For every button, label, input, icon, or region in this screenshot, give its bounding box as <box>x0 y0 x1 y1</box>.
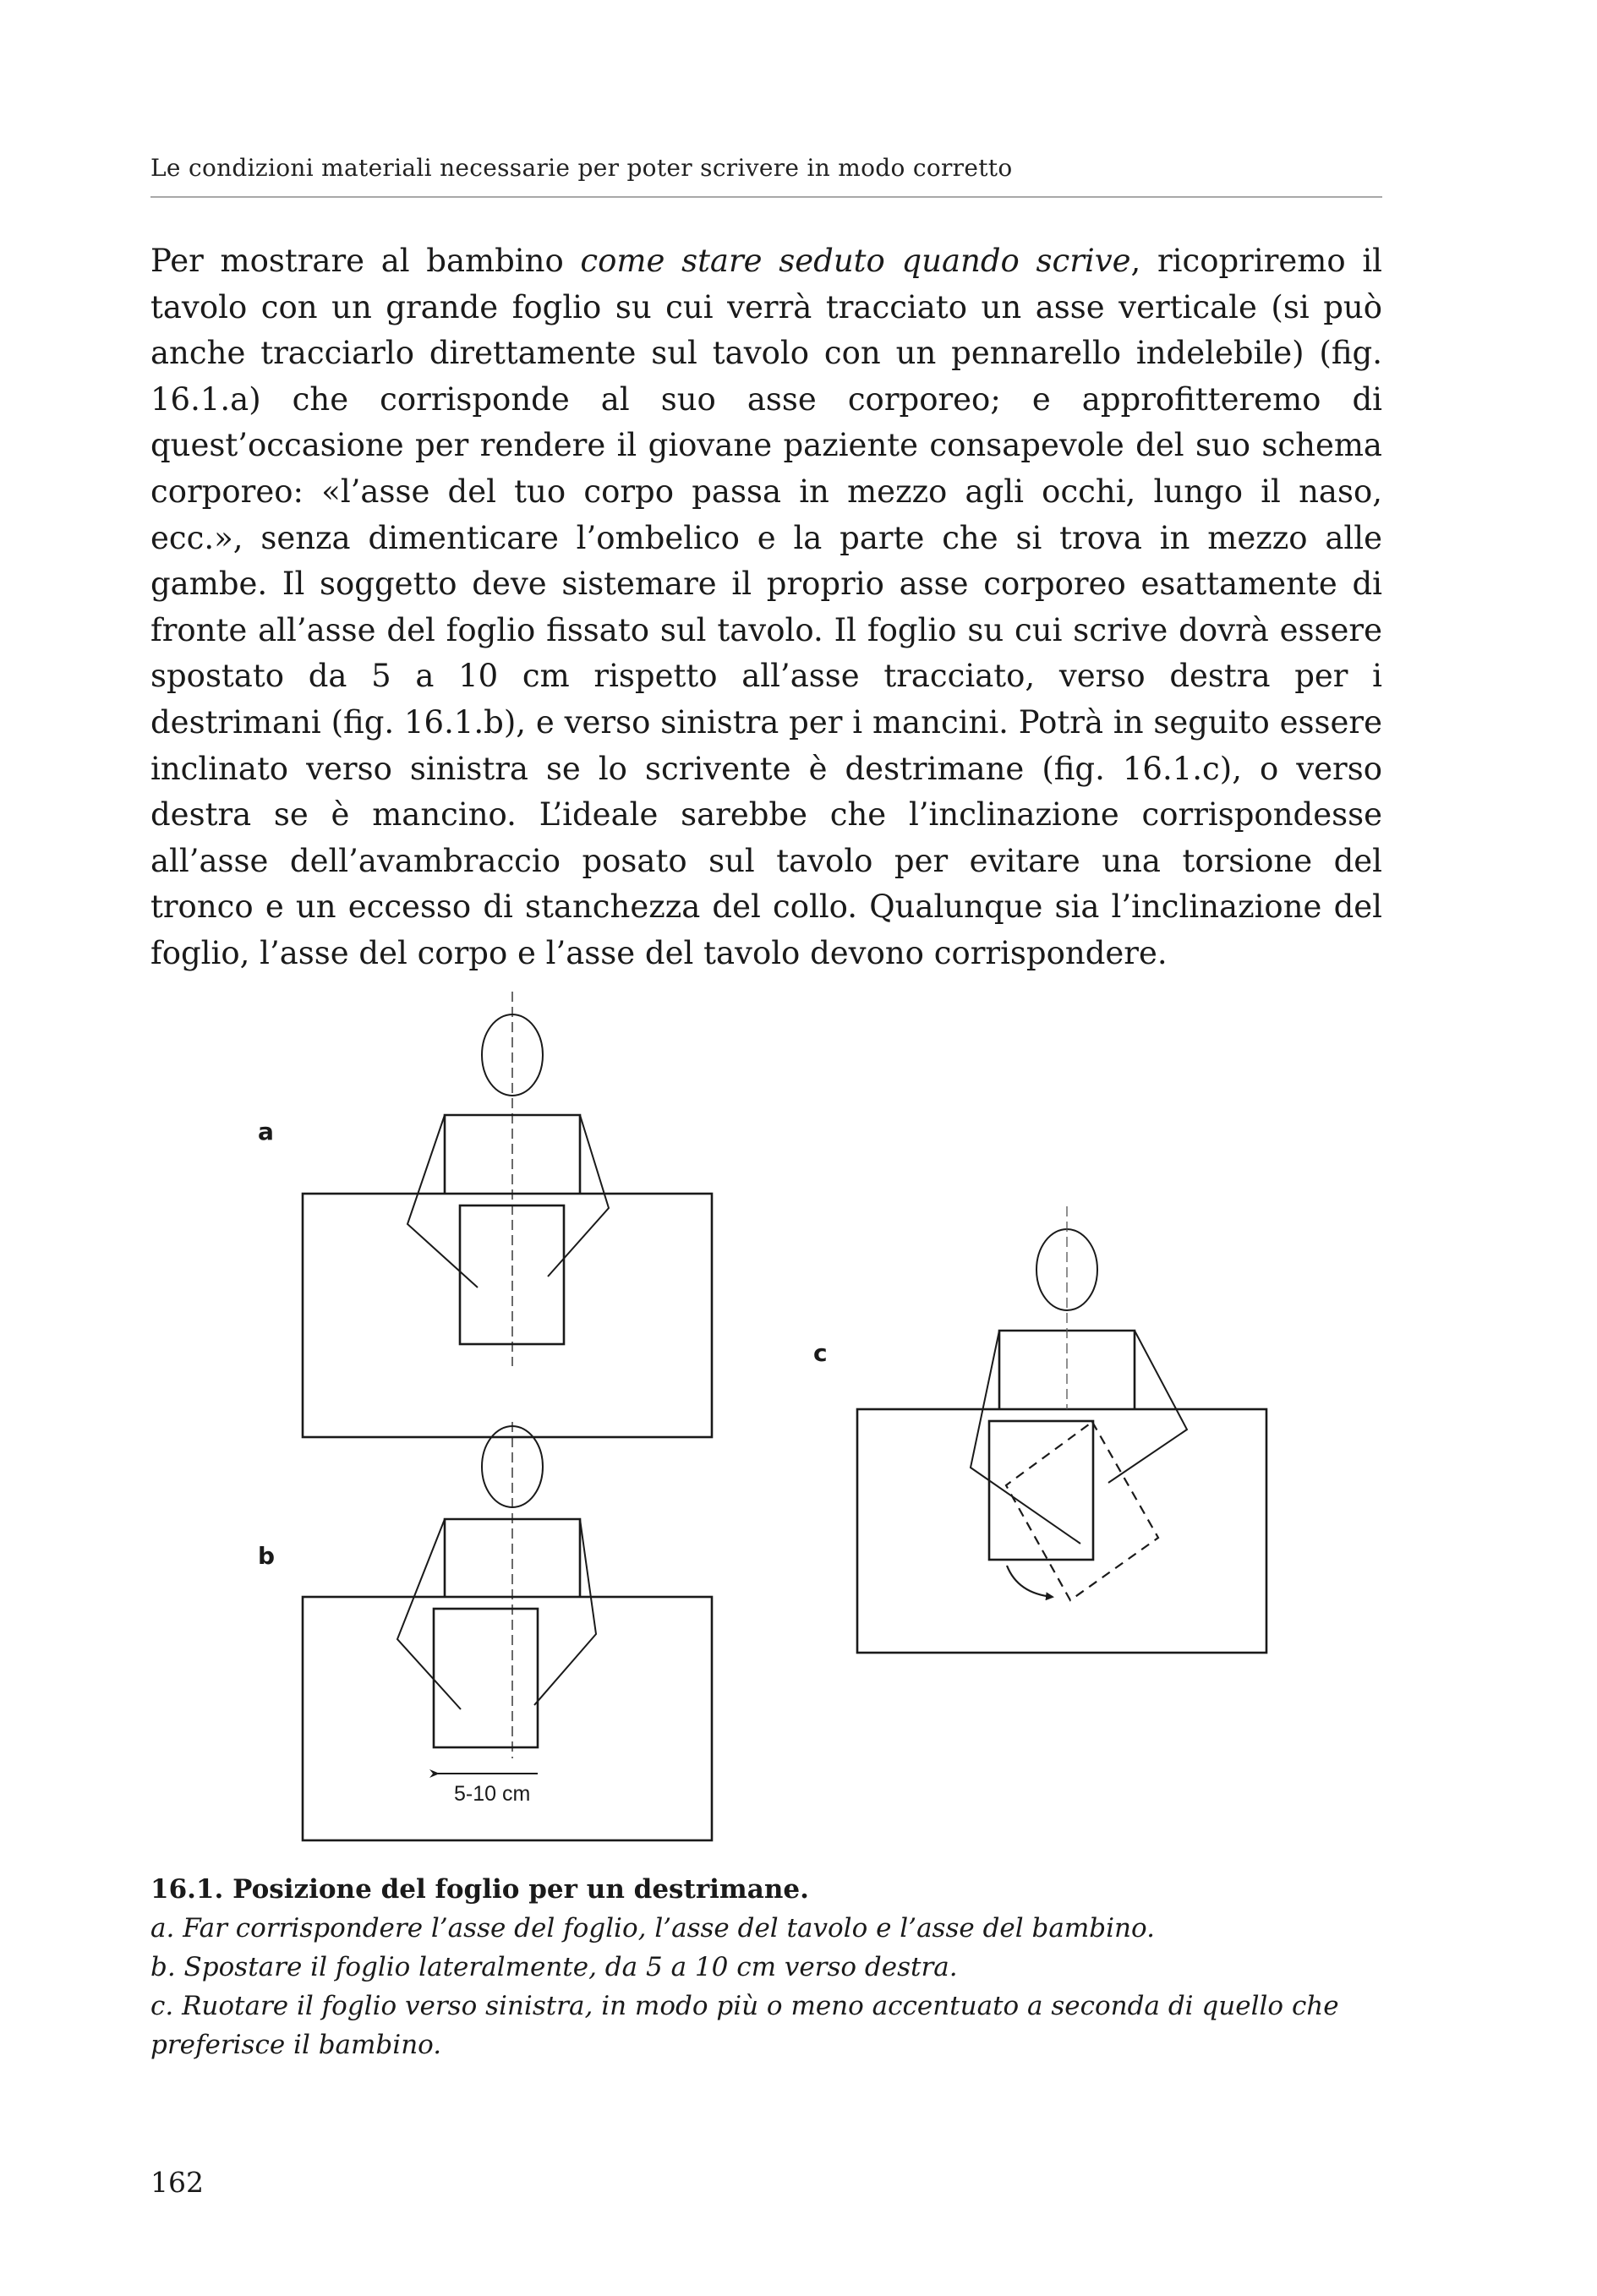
caption-item-b: b. Spostare il foglio lateralmente, da 5 a 10 cm verso destra. <box>150 1952 958 1982</box>
table-b <box>303 1597 712 1840</box>
right-arm-c <box>1108 1331 1187 1483</box>
caption-title: 16.1. Posizione del foglio per un destrimane. <box>150 1874 809 1905</box>
left-arm-a <box>407 1115 478 1287</box>
head-a <box>482 1014 543 1096</box>
caption-item-c: c. Ruotare il foglio verso sinistra, in modo più o meno accentuato a seconda di quello che preferisce il bambino. <box>150 1991 1339 2060</box>
figure-caption <box>150 1870 1385 2064</box>
page-number: 162 <box>150 2166 204 2199</box>
panel-a <box>258 992 712 1437</box>
text-run: , ricopriremo il tavolo con un grande foglio su cui verrà tracciato un asse verticale (si può anche tracciarlo direttamente sul tavolo con un pennarello indelebile) (fig. 16.1.a) che corrisponde al suo asse corporeo; e approfitteremo di quest’occasione per rendere il giovane paziente consapevole del suo schema corporeo: «l’asse del tuo corpo passa in mezzo agli occhi, lungo il naso, ecc.», senza dimenticare l’ombelico e la parte che si trova in mezzo alle gambe. Il soggetto deve sistemare il proprio asse corporeo esattamente di fronte all’asse del foglio fissato sul tavolo. Il foglio su cui scrive dovrà essere spostato da 5 a 10 cm rispetto all’asse tracciato, verso destra per i destrimani (fig. 16.1.b), e verso sinistra per i mancini. Potrà in seguito essere inclinato verso sinistra se lo scrivente è destrimane (fig. 16.1.c), o verso destra se è mancino. L’ideale sarebbe che l’inclinazione corrispondesse all’asse dell’avambraccio posato sul tavolo per evitare una torsione del tronco e un eccesso di stanchezza del collo. Qualunque sia l’inclinazione del foglio, l’asse del corpo e l’asse del tavolo devono corrispondere. <box>150 243 1382 971</box>
paragraph <box>150 238 1382 977</box>
left-arm-b <box>397 1519 461 1709</box>
left-arm-c <box>971 1331 1080 1544</box>
sheet-b <box>434 1609 538 1747</box>
running-head: Le condizioni materiali necessarie per poter scrivere in modo corretto <box>150 154 1013 182</box>
torso-a <box>445 1115 580 1194</box>
panel-c <box>813 1206 1266 1653</box>
caption-item-a: a. Far corrispondere l’asse del foglio, l’asse del tavolo e l’asse del bambino. <box>150 1913 1155 1943</box>
right-arm-a <box>548 1115 609 1276</box>
torso-c <box>999 1331 1135 1409</box>
sheet-a <box>460 1205 564 1344</box>
panel-label-c: c <box>813 1339 828 1367</box>
text-run: Per mostrare al bambino <box>150 243 581 279</box>
header-rule <box>150 196 1382 198</box>
head-b <box>482 1426 543 1507</box>
rotated-sheet-c <box>1006 1422 1158 1600</box>
table-a <box>303 1194 712 1437</box>
torso-b <box>445 1519 580 1597</box>
rotation-arrow <box>1007 1566 1053 1597</box>
body-paragraph <box>150 238 1382 977</box>
panel-label-a: a <box>258 1118 274 1145</box>
italic-phrase: come stare seduto quando scrive <box>580 243 1131 279</box>
sheet-c <box>989 1421 1093 1560</box>
head-c <box>1036 1229 1097 1310</box>
panel-label-b: b <box>258 1542 276 1570</box>
right-arm-b <box>534 1519 596 1705</box>
panel-b <box>258 1422 712 1840</box>
table-c <box>857 1409 1266 1653</box>
distance-label: 5-10 cm <box>454 1782 531 1806</box>
